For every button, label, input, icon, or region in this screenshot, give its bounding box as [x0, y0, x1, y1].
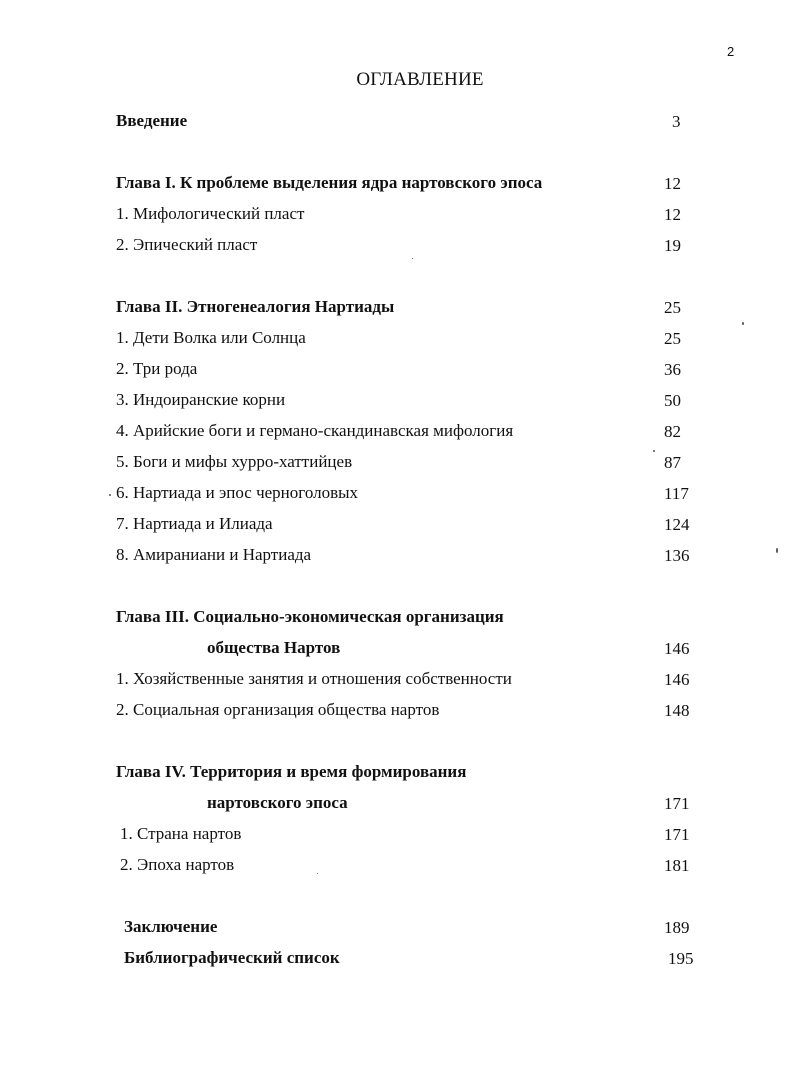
- toc-entry-chapter-3-line-1: Глава III. Социально-экономическая организация: [116, 607, 504, 626]
- toc-page-chapter-4-item-2: 181: [664, 856, 690, 875]
- scan-speck: [412, 258, 413, 259]
- toc-page-chapter-1-item-2: 19: [664, 236, 681, 255]
- toc-entry-chapter-2-item-4: 4. Арийские боги и германо-скандинавская мифология: [116, 421, 514, 440]
- toc-entry-chapter-2-item-2: 2. Три рода: [116, 359, 198, 378]
- scan-speck: [742, 322, 744, 325]
- toc-entry-chapter-4-item-2: 2. Эпоха нартов: [120, 855, 235, 874]
- scan-speck: [317, 873, 318, 874]
- page-title: ОГЛАВЛЕНИЕ: [356, 69, 484, 90]
- toc-entry-intro: Введение: [116, 111, 188, 130]
- toc-page-chapter-2-item-5: 87: [664, 453, 681, 472]
- toc-page-bibliography: 195: [668, 949, 694, 968]
- toc-entry-chapter-2-item-3: 3. Индоиранские корни: [116, 390, 286, 409]
- toc-entry-chapter-2-item-1: 1. Дети Волка или Солнца: [116, 328, 306, 347]
- toc-entry-chapter-2-item-5: 5. Боги и мифы хурро-хаттийцев: [116, 452, 353, 471]
- toc-page-chapter-2-item-2: 36: [664, 360, 681, 379]
- toc-page-chapter-2-item-7: 124: [664, 515, 690, 534]
- toc-entry-chapter-4-line-1: Глава IV. Территория и время формирования: [116, 762, 467, 781]
- scan-speck: [776, 548, 778, 553]
- toc-entry-chapter-2-item-6: 6. Нартиада и эпос черноголовых: [116, 483, 359, 502]
- toc-entry-chapter-3-item-2: 2. Социальная организация общества нартов: [116, 700, 440, 719]
- toc-page-chapter-2: 25: [664, 298, 681, 317]
- toc-entry-chapter-4-item-1: 1. Страна нартов: [120, 824, 242, 843]
- toc-page-chapter-3-item-1: 146: [664, 670, 690, 689]
- toc-entry-chapter-1-item-2: 2. Эпический пласт: [116, 235, 258, 254]
- toc-page-chapter-1: 12: [664, 174, 681, 193]
- toc-entry-bibliography: Библиографический список: [124, 948, 340, 967]
- toc-page-chapter-2-item-3: 50: [664, 391, 681, 410]
- toc-entry-chapter-3-item-1: 1. Хозяйственные занятия и отношения собственности: [116, 669, 512, 688]
- toc-page-chapter-3-item-2: 148: [664, 701, 690, 720]
- toc-page-chapter-1-item-1: 12: [664, 205, 681, 224]
- toc-page-chapter-2-item-8: 136: [664, 546, 690, 565]
- toc-entry-chapter-1: Глава I. К проблеме выделения ядра нартовского эпоса: [116, 173, 543, 192]
- toc-page-conclusion: 189: [664, 918, 690, 937]
- scan-speck: [109, 494, 111, 496]
- toc-entry-chapter-3-line-2: общества Нартов: [207, 638, 341, 657]
- page-number: 2: [727, 44, 735, 59]
- toc-entry-chapter-2-item-8: 8. Амираниани и Нартиада: [116, 545, 312, 564]
- toc-page-chapter-2-item-1: 25: [664, 329, 681, 348]
- toc-page-chapter-3: 146: [664, 639, 690, 658]
- toc-page-chapter-2-item-6: 117: [664, 484, 689, 503]
- toc-entry-conclusion: Заключение: [124, 917, 218, 936]
- toc-entry-chapter-2-item-7: 7. Нартиада и Илиада: [116, 514, 273, 533]
- toc-entry-chapter-1-item-1: 1. Мифологический пласт: [116, 204, 305, 223]
- toc-page-intro: 3: [672, 112, 681, 131]
- toc-entry-chapter-4-line-2: нартовского эпоса: [207, 793, 348, 812]
- toc-page-chapter-4-item-1: 171: [664, 825, 690, 844]
- toc-entry-chapter-2: Глава II. Этногенеалогия Нартиады: [116, 297, 395, 316]
- toc-page-chapter-2-item-4: 82: [664, 422, 681, 441]
- scan-speck: [653, 450, 655, 452]
- toc-page-chapter-4: 171: [664, 794, 690, 813]
